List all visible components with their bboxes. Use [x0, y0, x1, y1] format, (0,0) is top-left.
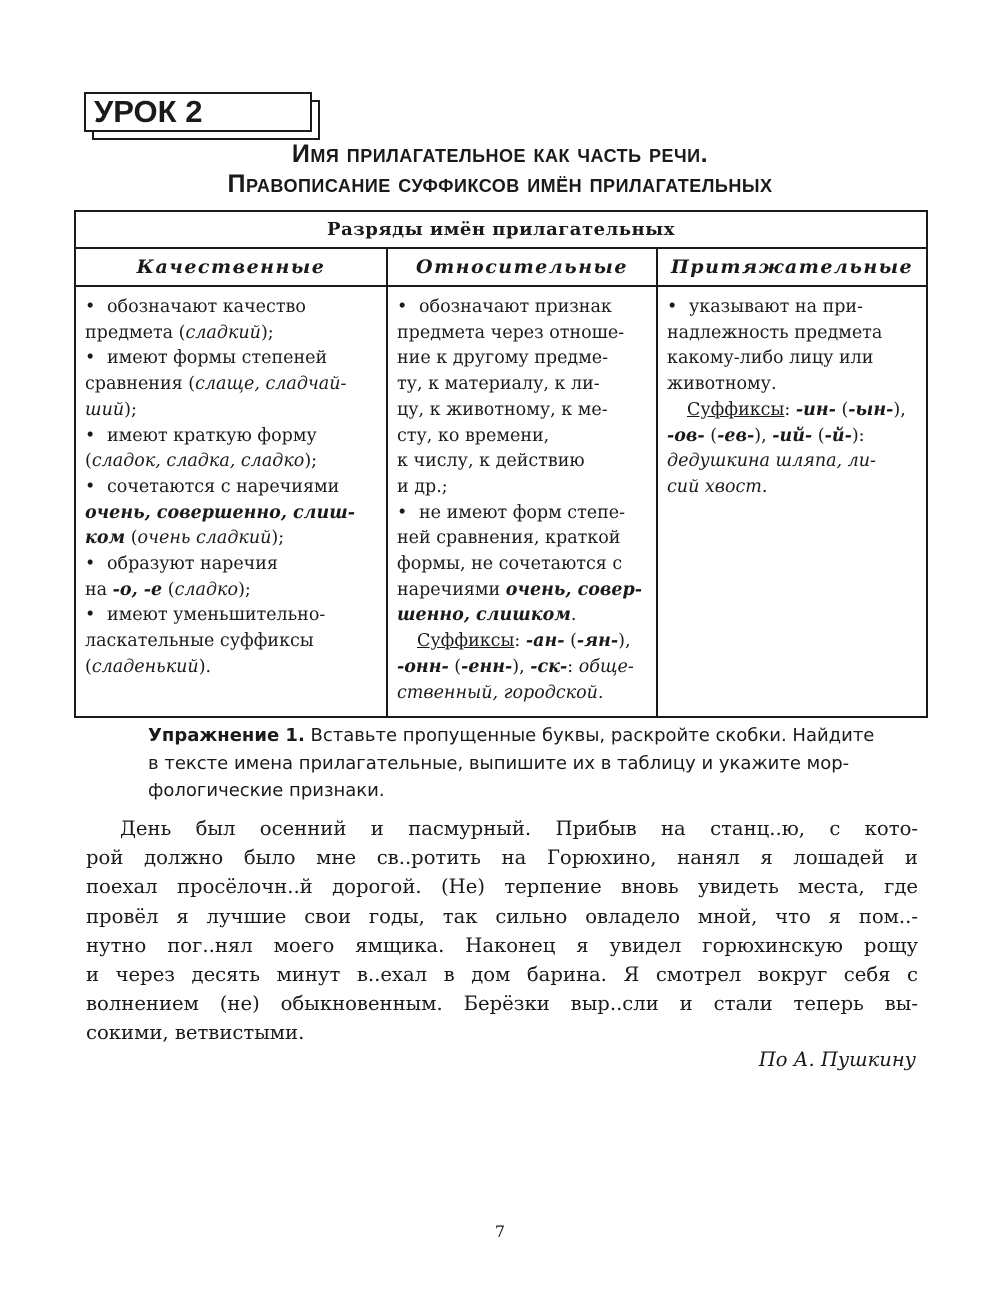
suffix-bold: -ов- — [667, 425, 705, 446]
example: сладкий — [185, 322, 261, 343]
text-line: ласкательные суффиксы — [85, 631, 314, 652]
adverbs-bold: шенно, слишком — [397, 605, 571, 626]
text-line: какому-либо лицу или — [667, 348, 874, 369]
suffix-bold: -онн- — [397, 656, 449, 677]
suffix-bold: -ск- — [530, 656, 568, 677]
text-line: имеют уменьшительно- — [107, 605, 326, 626]
example: очень сладкий — [137, 528, 272, 549]
bullet: • — [397, 297, 408, 317]
bullet: • — [667, 297, 678, 317]
adverbs-bold: ком — [85, 528, 126, 549]
text-line: сочетаются с наречиями — [107, 476, 340, 497]
text-line: цу, к животному, к ме- — [397, 399, 608, 420]
text: наречиями — [397, 579, 506, 600]
passage-line: и через десять минут в..ехал в дом барина. Я смотрел вокруг себя с — [86, 963, 918, 987]
text-line: сту, ко времени, — [397, 425, 550, 446]
header-qualitative: Качественные — [75, 248, 387, 286]
header-possessive: Притяжательные — [657, 248, 927, 286]
text: на — [85, 579, 113, 600]
text: предмета ( — [85, 322, 186, 343]
text-line: обозначают признак — [419, 297, 612, 317]
text-line: к числу, к действию — [397, 451, 585, 472]
passage-line: волнением (не) обыкновенным. Берёзки выр..сли и стали теперь вы- — [86, 992, 918, 1016]
text: ): — [851, 425, 865, 446]
qualitative-cell — [75, 286, 387, 717]
lesson-heading-box — [84, 92, 312, 132]
text: ( — [448, 656, 462, 677]
text-line: указывают на при- — [689, 297, 864, 317]
exercise-text: Вставьте пропущенные буквы, раскройте скобки. Найдите — [304, 725, 875, 746]
text: ( — [812, 425, 825, 446]
suffixes-label: Суффиксы — [417, 631, 515, 652]
suffix-bold: -ын- — [848, 399, 894, 420]
example: слаще, сладчай- — [195, 374, 347, 395]
suffix-bold: -ин- — [795, 399, 836, 420]
text: ); — [260, 322, 274, 343]
page-number: 7 — [494, 1222, 506, 1241]
bullet: • — [85, 425, 96, 446]
text-line: имеют формы степеней — [107, 348, 328, 369]
adjective-categories-table — [74, 210, 928, 718]
bullet: • — [397, 502, 408, 523]
text-line: ту, к материалу, к ли- — [397, 374, 600, 395]
text-line: образуют наречия — [107, 554, 278, 575]
text: ), — [893, 399, 906, 420]
text: ), — [754, 425, 773, 446]
bullet: • — [85, 554, 96, 575]
exercise-passage — [86, 814, 918, 1048]
text-line: не имеют форм степе- — [419, 502, 626, 523]
text: ( — [85, 656, 92, 677]
adverbs-bold: очень, совершенно, слиш- — [85, 502, 355, 523]
text: ); — [124, 399, 137, 420]
passage-line: сокими, ветвистыми. — [86, 1021, 305, 1045]
suffix-bold: -енн- — [461, 656, 513, 677]
text-line: предмета через отноше- — [397, 322, 625, 343]
text-line: обозначают качество — [107, 297, 306, 317]
suffix-bold: -й- — [824, 425, 852, 446]
title-line-1: Имя прилагательное как часть речи. — [291, 140, 709, 168]
text: ( — [125, 528, 138, 549]
text-line: животному. — [667, 374, 777, 395]
bullet: • — [85, 348, 96, 369]
text: : — [514, 631, 526, 652]
text-line: формы, не сочетаются с — [397, 554, 623, 575]
passage-line: нутно пог..нял моего ямщика. Наконец я увидел горюхинскую рощу — [86, 933, 918, 957]
text-line: надлежность предмета — [667, 322, 883, 343]
passage-line: рой должно было мне св..ротить на Горюхино, нанял я лошадей и — [86, 846, 918, 870]
text-line: ней сравнения, краткой — [397, 528, 621, 549]
bullet: • — [85, 297, 96, 317]
text: ( — [564, 631, 577, 652]
text: ); — [304, 451, 318, 472]
text: ), — [618, 631, 631, 652]
title-line-2: Правописание суффиксов имён прилагательных — [227, 170, 773, 198]
exercise-instructions — [148, 722, 908, 805]
text: ( — [162, 579, 175, 600]
text: ); — [271, 528, 285, 549]
example: ственный, городской. — [397, 682, 604, 703]
author-attribution: По А. Пушкину — [758, 1048, 916, 1071]
suffixes-label: Суффиксы — [687, 399, 785, 420]
adverbs-bold: очень, совер- — [505, 579, 643, 600]
text: : — [784, 399, 796, 420]
suffix-bold: -о, -е — [112, 579, 163, 600]
text: ( — [704, 425, 718, 446]
bullet: • — [85, 476, 96, 497]
suffix-bold: -ий- — [772, 425, 813, 446]
text: ); — [238, 579, 251, 600]
text: ( — [835, 399, 849, 420]
header-relative: Относительные — [387, 248, 657, 286]
table-caption: Разряды имён прилагательных — [75, 211, 927, 248]
passage-line: провёл я лучшие свои годы, так сильно овладело мной, что я пом..- — [86, 904, 918, 928]
lesson-label: УРОК 2 — [84, 92, 312, 132]
text: ). — [198, 656, 212, 677]
passage-line: День был осенний и пасмурный. Прибыв на станц..ю, с кото- — [120, 817, 918, 840]
passage-line: поехал просёлочн..й дорогой. (Не) терпение вновь увидеть места, где — [86, 875, 918, 899]
example: обще- — [578, 656, 634, 677]
text: сравнения ( — [85, 374, 196, 395]
example: сий хвост. — [667, 476, 768, 497]
bullet: • — [85, 605, 96, 626]
example: сладенький — [91, 656, 199, 677]
exercise-text: в тексте имена прилагательные, выпишите их в таблицу и укажите мор- — [148, 752, 850, 774]
suffix-bold: -ян- — [576, 631, 619, 652]
relative-cell — [387, 286, 657, 717]
text-line: и др.; — [397, 476, 448, 497]
text: . — [570, 605, 577, 626]
text: ), — [512, 656, 531, 677]
possessive-cell — [657, 286, 927, 717]
example: сладко — [174, 579, 239, 600]
text-line: ние к другому предме- — [397, 348, 609, 369]
example: сладок, сладка, сладко — [91, 451, 305, 472]
text: ( — [85, 451, 92, 472]
exercise-label: Упражнение 1. — [148, 725, 305, 746]
exercise-text: фологические признаки. — [148, 780, 385, 801]
text-line: имеют краткую форму — [107, 425, 317, 446]
suffix-bold: -ев- — [717, 425, 755, 446]
suffix-bold: -ан- — [525, 631, 565, 652]
example: ший — [85, 399, 125, 420]
example: дедушкина шляпа, ли- — [667, 451, 876, 472]
text: : — [567, 656, 579, 677]
